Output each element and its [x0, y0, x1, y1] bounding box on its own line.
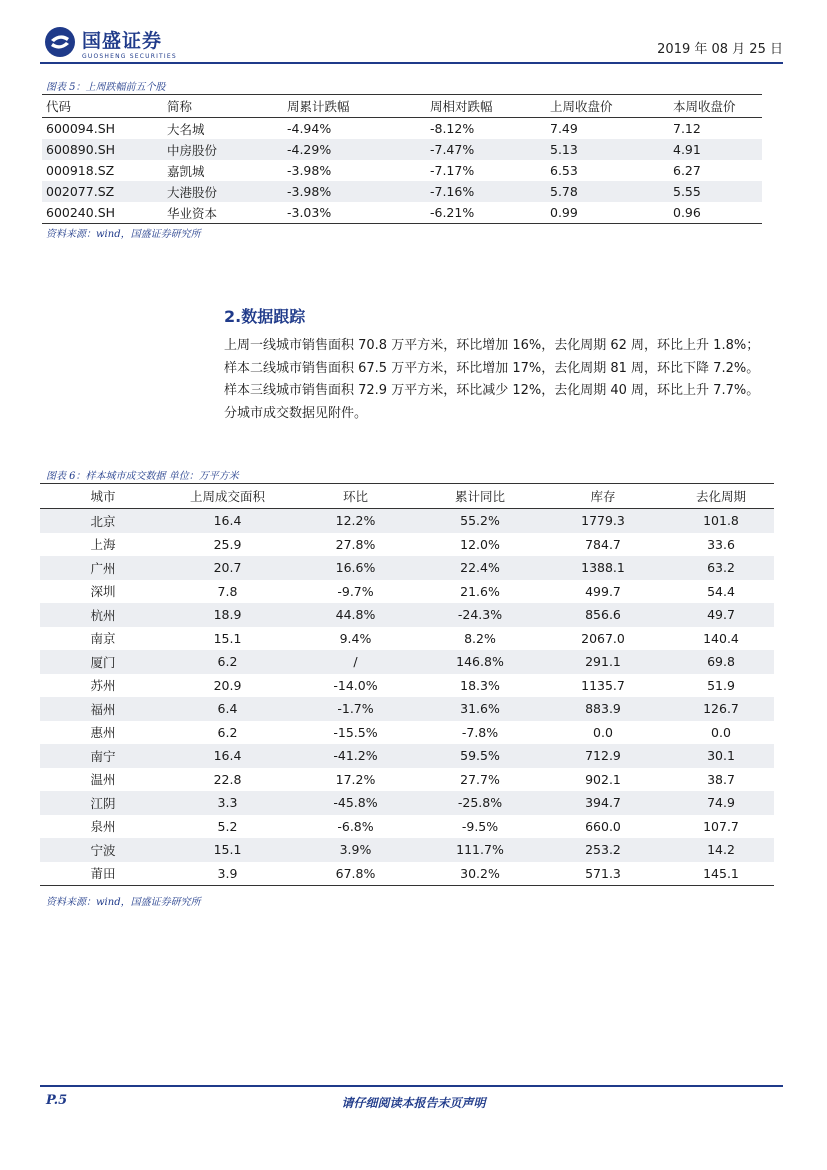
table-cell: 9.4%	[339, 630, 372, 646]
table-cell: 惠州	[90, 725, 116, 741]
table-cell: 5.78	[546, 181, 669, 202]
table-cell: 15.1	[213, 630, 242, 646]
table-cell: 大港股份	[163, 181, 283, 202]
city-transactions-table	[40, 483, 774, 886]
brand-name: 国盛证券	[82, 30, 163, 52]
table-cell: -3.03%	[283, 202, 426, 224]
table-row	[40, 509, 774, 533]
table-cell: 深圳	[90, 584, 116, 600]
table-cell: 27.7%	[460, 771, 500, 787]
table-cell: -41.2%	[289, 744, 422, 768]
table-cell: 16.6%	[289, 556, 422, 580]
table-cell: 22.8	[213, 771, 242, 787]
table-cell: 7.8	[217, 583, 238, 599]
table-cell: 63.2	[668, 556, 774, 580]
table-cell: 3.3	[166, 791, 289, 815]
table-cell: 59.5%	[422, 744, 538, 768]
figure5-caption: 图表 5：上周跌幅前五个股	[46, 82, 166, 93]
table-cell: 101.8	[668, 509, 774, 533]
table-cell: -4.29%	[283, 139, 426, 160]
table-cell: 宁波	[40, 838, 166, 862]
table-cell: 140.4	[703, 630, 739, 646]
table-cell: 17.2%	[335, 771, 376, 787]
table-cell: -8.12%	[430, 121, 475, 136]
table-cell: 江阴	[40, 791, 166, 815]
table-cell: 49.7	[668, 603, 774, 627]
table-cell: 苏州	[90, 678, 116, 694]
column-header: 城市	[40, 484, 166, 509]
column-header: 代码	[42, 95, 163, 118]
table-cell: 107.7	[703, 818, 739, 834]
table-cell: 南宁	[40, 744, 166, 768]
table-header-row	[40, 484, 774, 509]
table-row	[40, 838, 774, 862]
table-cell: 712.9	[538, 744, 668, 768]
table-cell: 14.2	[668, 838, 774, 862]
table-cell: 22.4%	[422, 556, 538, 580]
table-cell: 2067.0	[581, 630, 625, 646]
table-cell: 莆田	[40, 862, 166, 886]
table-cell: 16.4	[166, 509, 289, 533]
table-cell: 5.13	[546, 139, 669, 160]
table-cell: -3.98%	[283, 181, 426, 202]
table-cell: -45.8%	[289, 791, 422, 815]
table-cell: -7.8%	[461, 724, 499, 740]
top-losers-table	[42, 94, 762, 224]
column-header: 累计同比	[422, 484, 538, 509]
page-number: P.5	[46, 1093, 68, 1108]
table-row	[40, 721, 774, 745]
table-cell: -1.7%	[289, 697, 422, 721]
footer-divider	[40, 1085, 783, 1087]
table-cell: -15.5%	[333, 724, 378, 740]
table-cell: 44.8%	[289, 603, 422, 627]
table-cell: 6.2	[166, 650, 289, 674]
table-cell: 499.7	[585, 583, 621, 599]
table-cell: -7.17%	[430, 163, 475, 178]
table-row	[42, 181, 762, 202]
header-divider	[40, 62, 783, 64]
table-cell: 600240.SH	[42, 202, 163, 224]
table-row	[42, 139, 762, 160]
table-row	[40, 791, 774, 815]
table-cell: 厦门	[40, 650, 166, 674]
table-row	[40, 603, 774, 627]
table-cell: 0.0	[593, 724, 613, 740]
table-cell: 16.4	[166, 744, 289, 768]
logo-mark-icon	[44, 26, 76, 58]
table-cell: 27.8%	[335, 536, 376, 552]
table-cell: 20.9	[213, 677, 242, 693]
column-header: 周相对跌幅	[426, 95, 546, 118]
column-header: 简称	[163, 95, 283, 118]
paragraph-line: 样本二线城市销售面积 67.5 万平方米，环比增加 17%，去化周期 81 周，环比下降 7.2%。	[224, 360, 760, 376]
table-cell: -6.21%	[426, 202, 546, 224]
figure6-source: 资料来源：wind，国盛证券研究所	[46, 897, 201, 908]
column-header: 上周成交面积	[166, 484, 289, 509]
table-cell: 394.7	[538, 791, 668, 815]
table-cell: 30.1	[668, 744, 774, 768]
table-cell: 30.2%	[422, 862, 538, 886]
table-cell: 55.2%	[422, 509, 538, 533]
table-cell: 南京	[90, 631, 116, 647]
table-cell: -3.98%	[287, 163, 332, 178]
table-cell: 12.2%	[289, 509, 422, 533]
table-row	[40, 697, 774, 721]
table-cell: 000918.SZ	[46, 163, 115, 178]
table-row	[42, 202, 762, 224]
paragraph-line: 上周一线城市销售面积 70.8 万平方米，环比增加 16%，去化周期 62 周，环比上升 1.8%；	[224, 338, 760, 353]
table-cell: 0.96	[669, 202, 762, 224]
table-cell: 51.9	[707, 677, 735, 693]
table-cell: 泉州	[90, 819, 116, 835]
table-cell: -9.5%	[461, 818, 499, 834]
table-cell: 291.1	[538, 650, 668, 674]
table-cell: -6.8%	[337, 818, 374, 834]
table-cell: -25.8%	[422, 791, 538, 815]
table-cell: 660.0	[585, 818, 621, 834]
table-cell: 福州	[40, 697, 166, 721]
table-cell: 002077.SZ	[42, 181, 163, 202]
table-cell: 1388.1	[538, 556, 668, 580]
table-cell: 111.7%	[422, 838, 538, 862]
table-cell: 18.3%	[460, 677, 500, 693]
table-cell: -14.0%	[333, 677, 378, 693]
table-cell: -9.7%	[337, 583, 374, 599]
table-row	[40, 744, 774, 768]
column-header: 上周收盘价	[546, 95, 669, 118]
table-cell: -7.47%	[426, 139, 546, 160]
table-cell: 67.8%	[289, 862, 422, 886]
figure5-source: 资料来源：wind，国盛证券研究所	[46, 229, 201, 240]
table-cell: 5.55	[669, 181, 762, 202]
table-cell: 温州	[90, 772, 116, 788]
table-cell: 126.7	[668, 697, 774, 721]
table-cell: -24.3%	[422, 603, 538, 627]
table-row	[40, 533, 774, 557]
table-cell: /	[289, 650, 422, 674]
column-header: 环比	[289, 484, 422, 509]
column-header: 库存	[538, 484, 668, 509]
table-cell: 广州	[40, 556, 166, 580]
table-cell: 7.12	[673, 121, 701, 136]
table-cell: 18.9	[166, 603, 289, 627]
table-cell: 6.4	[166, 697, 289, 721]
table-cell: 华业资本	[163, 202, 283, 224]
table-cell: 12.0%	[460, 536, 500, 552]
paragraph-line: 分城市成交数据见附件。	[224, 405, 368, 421]
section-title: 2.数据跟踪	[224, 307, 306, 326]
table-cell: 6.27	[673, 163, 701, 178]
table-cell: 大名城	[167, 121, 205, 137]
table-cell: 146.8%	[422, 650, 538, 674]
brand-name-en: GUOSHENG SECURITIES	[82, 53, 177, 60]
table-cell: 883.9	[538, 697, 668, 721]
table-header-row	[42, 95, 762, 118]
table-row	[40, 556, 774, 580]
table-cell: 4.91	[669, 139, 762, 160]
column-header: 去化周期	[668, 484, 774, 509]
brand-logo	[44, 24, 194, 64]
table-row	[40, 768, 774, 792]
table-cell: 600890.SH	[42, 139, 163, 160]
table-cell: 8.2%	[464, 630, 496, 646]
report-date: 2019 年 08 月 25 日	[657, 42, 783, 57]
table-cell: 145.1	[668, 862, 774, 886]
table-cell: 20.7	[166, 556, 289, 580]
table-cell: -7.16%	[426, 181, 546, 202]
section-paragraph	[224, 335, 784, 425]
table-cell: 784.7	[585, 536, 621, 552]
table-cell: 54.4	[707, 583, 735, 599]
table-row	[40, 627, 774, 651]
table-cell: 902.1	[585, 771, 621, 787]
column-header: 周累计跌幅	[283, 95, 426, 118]
table-cell: 0.0	[711, 724, 731, 740]
table-cell: 38.7	[707, 771, 735, 787]
table-cell: 5.2	[217, 818, 238, 834]
table-cell: 15.1	[166, 838, 289, 862]
table-cell: 74.9	[668, 791, 774, 815]
table-cell: 0.99	[546, 202, 669, 224]
disclaimer-note: 请仔细阅读本报告末页声明	[341, 1096, 486, 1110]
table-row	[40, 862, 774, 886]
table-cell: 上海	[90, 537, 116, 553]
table-cell: 600094.SH	[46, 121, 116, 136]
table-cell: 6.2	[217, 724, 238, 740]
table-cell: 3.9%	[289, 838, 422, 862]
figure6-caption: 图表 6：样本城市成交数据 单位：万平方米	[46, 471, 239, 482]
table-cell: 1779.3	[538, 509, 668, 533]
table-cell: -4.94%	[287, 121, 332, 136]
paragraph-line: 样本三线城市销售面积 72.9 万平方米，环比减少 12%，去化周期 40 周，环比上升 7.7%。	[224, 383, 760, 398]
table-cell: 571.3	[538, 862, 668, 886]
table-row	[40, 650, 774, 674]
table-row	[40, 674, 774, 698]
table-cell: 856.6	[538, 603, 668, 627]
table-cell: 7.49	[550, 121, 578, 136]
table-row	[42, 160, 762, 181]
table-cell: 25.9	[213, 536, 242, 552]
table-row	[42, 118, 762, 140]
table-cell: 杭州	[40, 603, 166, 627]
column-header: 本周收盘价	[669, 95, 762, 118]
table-cell: 6.53	[550, 163, 578, 178]
table-cell: 253.2	[538, 838, 668, 862]
table-cell: 69.8	[668, 650, 774, 674]
table-row	[40, 815, 774, 839]
table-row	[40, 580, 774, 604]
table-cell: 中房股份	[163, 139, 283, 160]
table-cell: 1135.7	[581, 677, 625, 693]
table-cell: 嘉凯城	[167, 163, 205, 179]
table-cell: 北京	[40, 509, 166, 533]
table-cell: 3.9	[166, 862, 289, 886]
table-cell: 31.6%	[422, 697, 538, 721]
table-cell: 21.6%	[460, 583, 500, 599]
table-cell: 33.6	[707, 536, 735, 552]
